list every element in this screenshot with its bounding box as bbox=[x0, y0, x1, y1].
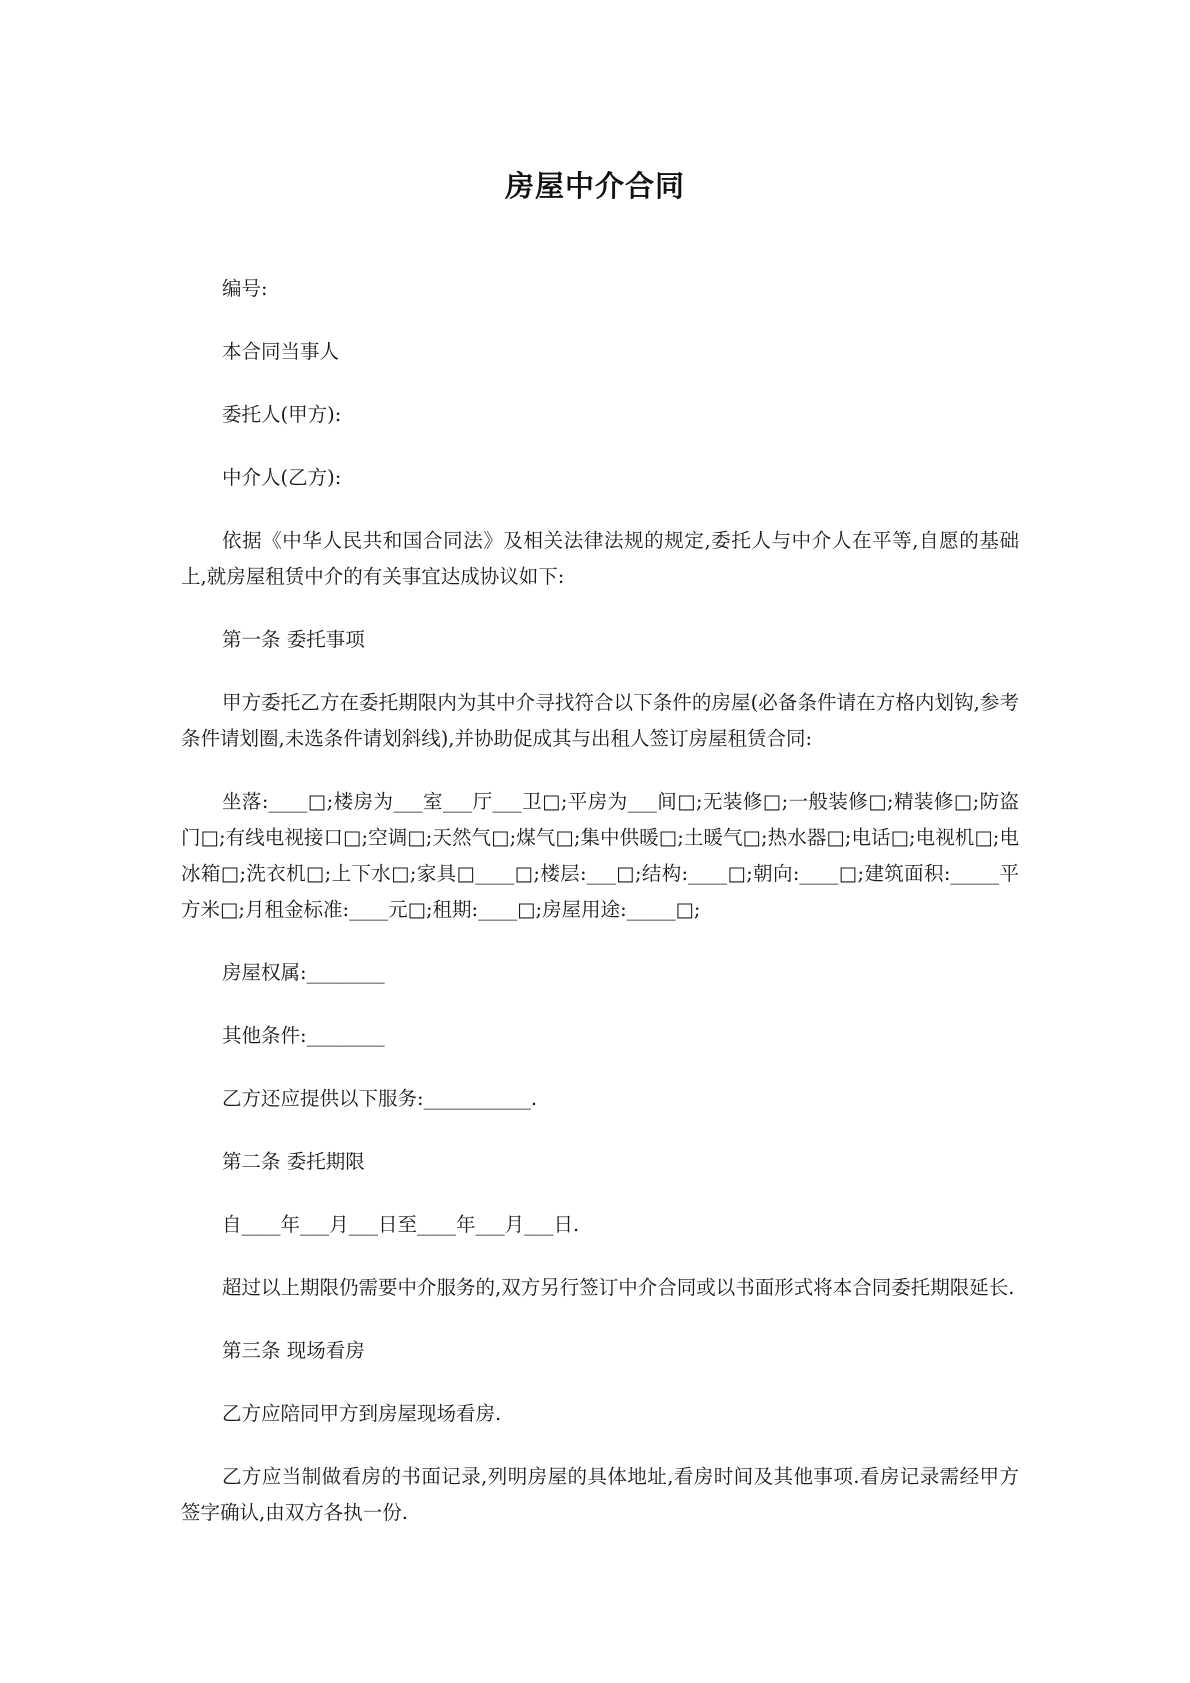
other-conditions-line: 其他条件:________ bbox=[222, 1024, 385, 1047]
article-3-heading: 第三条 现场看房 bbox=[222, 1339, 365, 1362]
article-2-heading: 第二条 委托期限 bbox=[222, 1150, 365, 1173]
contract-number-line: 编号: bbox=[222, 277, 268, 300]
article-1-intro: 甲方委托乙方在委托期限内为其中介寻找符合以下条件的房屋(必备条件请在方格内划钩,参考条件请划圈,未选条件请划斜线),并协助促成其与出租人签订房屋租赁合同: bbox=[181, 691, 1019, 750]
term-extension-paragraph: 超过以上期限仍需要中介服务的,双方另行签订中介合同或以书面形式将本合同委托期限延长. bbox=[222, 1276, 1015, 1299]
house-conditions-paragraph: 坐落:____□;楼房为___室___厅___卫□;平房为___间□;无装修□;一般装修□;精装修□;防盗门□;有线电视接口□;空调□;天然气□;煤气□;集中供暖□;土暖气□;热水器□;电话□;电视机□;电冰箱□;洗衣机□;上下水□;家具□____□;楼层:___□;结构:____□;朝向:____□;建筑面积:_____平方米□;月租金标准:____元□;租期:____□;房屋用途:_____□; bbox=[181, 790, 1019, 921]
party-a-line: 委托人(甲方): bbox=[222, 403, 342, 426]
ownership-line: 房屋权属:________ bbox=[222, 961, 385, 984]
term-dates-line: 自____年___月___日至____年___月___日. bbox=[222, 1213, 580, 1236]
document-body bbox=[181, 271, 1019, 1531]
viewing-accompany-line: 乙方应陪同甲方到房屋现场看房. bbox=[222, 1402, 502, 1425]
preamble-paragraph: 依据《中华人民共和国合同法》及相关法律法规的规定,委托人与中介人在平等,自愿的基础上,就房屋租赁中介的有关事宜达成协议如下: bbox=[181, 529, 1019, 588]
document-title: 房屋中介合同 bbox=[504, 169, 685, 203]
party-b-line: 中介人(乙方): bbox=[222, 466, 342, 489]
viewing-record-paragraph: 乙方应当制做看房的书面记录,列明房屋的具体地址,看房时间及其他事项.看房记录需经甲方签字确认,由双方各执一份. bbox=[181, 1465, 1019, 1524]
parties-heading: 本合同当事人 bbox=[222, 340, 340, 363]
extra-services-line: 乙方还应提供以下服务:___________. bbox=[222, 1087, 538, 1110]
article-1-heading: 第一条 委托事项 bbox=[222, 628, 365, 651]
